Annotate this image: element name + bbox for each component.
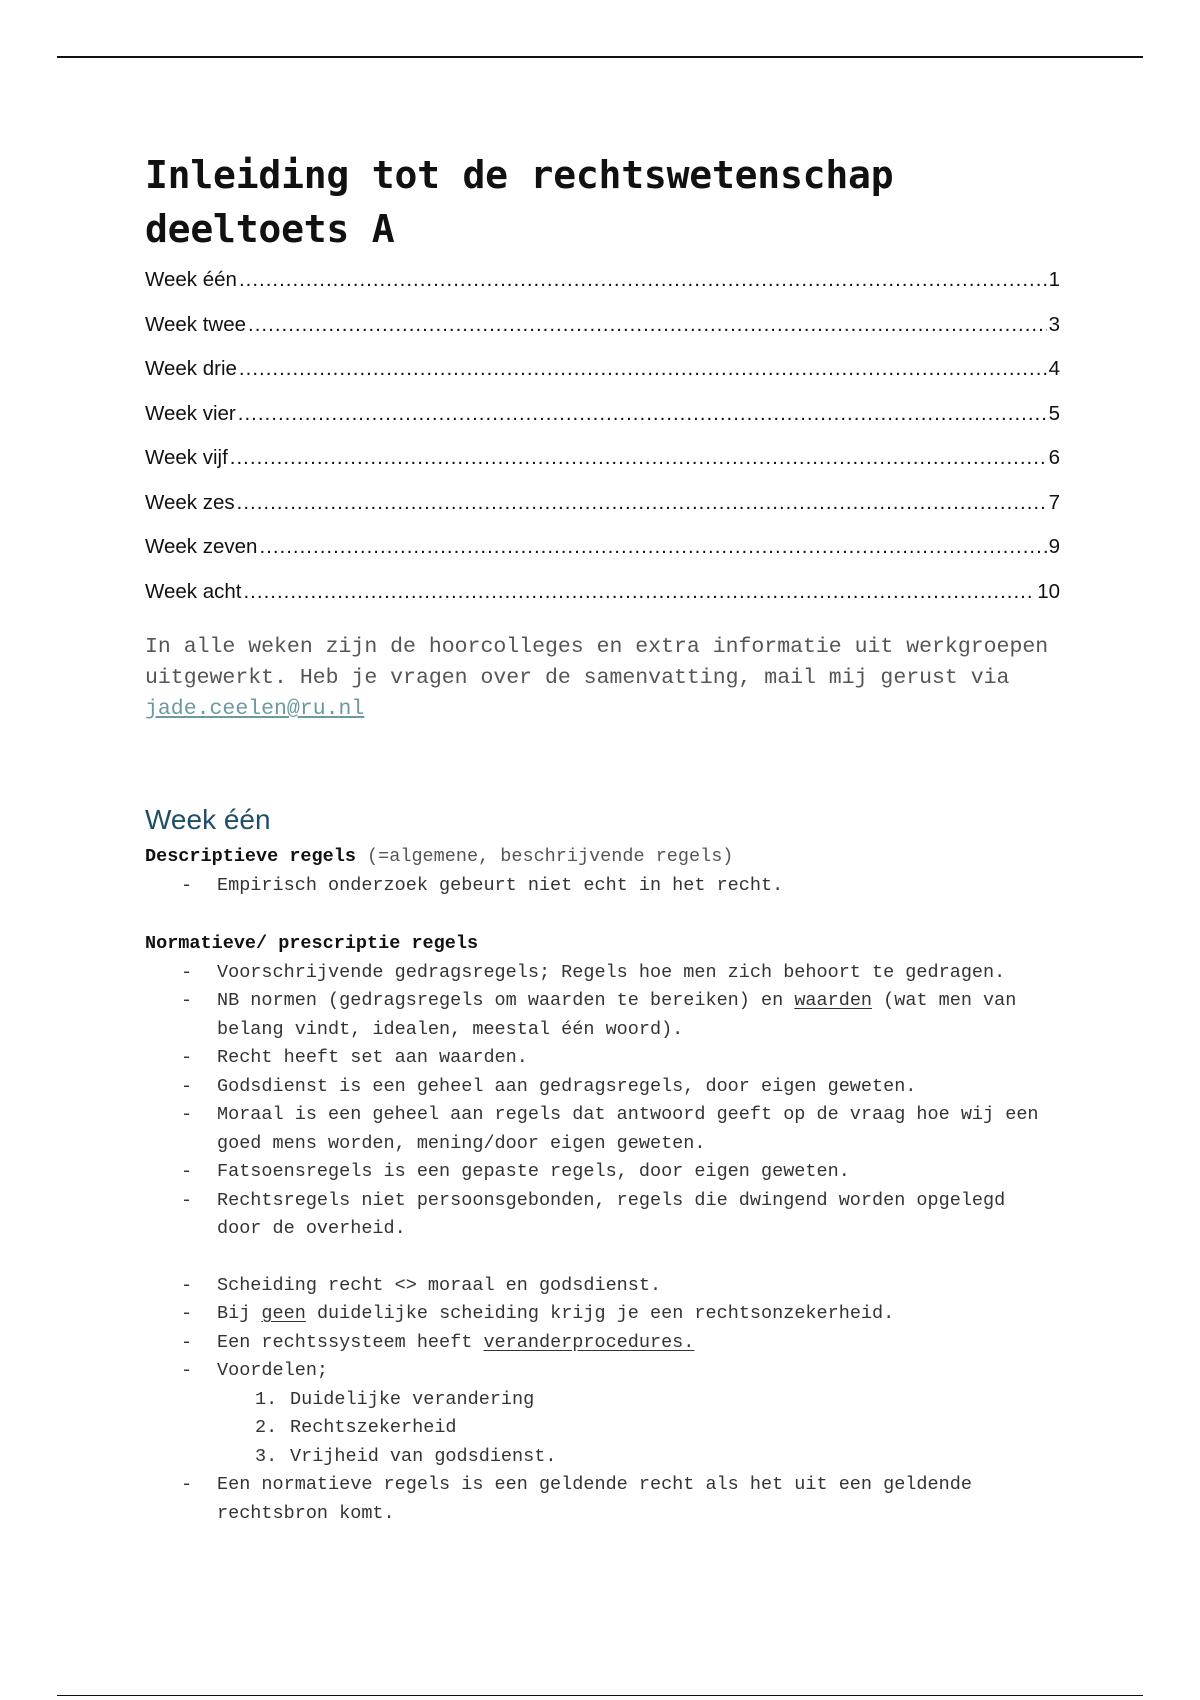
toc-page: 4 xyxy=(1048,357,1060,380)
item-text: Een rechtssysteem heeft xyxy=(217,1331,473,1353)
underlined-term: waarden xyxy=(794,990,873,1011)
toc-entry[interactable] xyxy=(145,535,1060,580)
toc-page: 10 xyxy=(1037,579,1060,603)
toc-page: 6 xyxy=(1048,446,1060,469)
underlined-term: veranderprocedures. xyxy=(483,1331,695,1353)
section-heading: Week één xyxy=(145,804,271,835)
toc-leader xyxy=(238,402,1047,426)
item-text: Bij xyxy=(217,1303,251,1324)
bottom-rule xyxy=(57,1695,1143,1696)
toc-label: Week vijf xyxy=(145,446,228,469)
list-item: - Scheiding recht <> moraal en godsdienst. xyxy=(145,1272,1060,1301)
advantages-list xyxy=(145,1386,1060,1472)
document-body xyxy=(145,148,1060,1528)
intro-paragraph xyxy=(145,632,1060,725)
list-item xyxy=(145,1300,1060,1329)
list-item: - Fatsoensregels is een gepaste regels, door eigen geweten. xyxy=(145,1158,1060,1187)
normative-list xyxy=(145,959,1060,1244)
list-item xyxy=(145,1329,1060,1358)
toc-page: 3 xyxy=(1048,312,1060,336)
list-item: - Godsdienst is een geheel aan gedragsregels, door eigen geweten. xyxy=(145,1073,1060,1102)
toc-leader xyxy=(237,491,1047,515)
toc-page: 9 xyxy=(1048,535,1060,558)
item-text-rest: duidelijke scheiding krijg je een rechtsonzekerheid. xyxy=(316,1303,895,1324)
toc-entry[interactable] xyxy=(145,357,1060,402)
norms-text-rest: (wat men van belang vindt, idealen, meestal één woord). xyxy=(217,990,1017,1040)
toc-page: 7 xyxy=(1048,490,1060,514)
underlined-term: geen xyxy=(261,1303,306,1324)
list-item: - Empirisch onderzoek gebeurt niet echt in het recht. xyxy=(145,872,1060,901)
toc-page: 5 xyxy=(1048,401,1060,425)
numbered-item: 3. Vrijheid van godsdienst. xyxy=(255,1445,557,1467)
toc-entry[interactable] xyxy=(145,580,1060,625)
table-of-contents xyxy=(145,268,1060,624)
list-item: - Moraal is een geheel aan regels dat antwoord geeft op de vraag hoe wij een goed mens worden, mening/door eigen geweten. xyxy=(145,1101,1060,1158)
toc-label: Week twee xyxy=(145,312,247,336)
list-item: - Voorschrijvende gedragsregels; Regels hoe men zich behoort te gedragen. xyxy=(145,959,1060,988)
numbered-item: 2. Rechtszekerheid xyxy=(255,1417,457,1438)
toc-label: Week acht xyxy=(145,579,242,603)
list-item: - Voordelen; xyxy=(145,1357,1060,1386)
list-item: - Een normatieve regels is een geldende recht als het uit een geldende rechtsbron komt. xyxy=(145,1471,1060,1528)
toc-leader xyxy=(239,268,1047,292)
closing-list xyxy=(145,1471,1060,1528)
descriptive-heading-note: (=algemene, beschrijvende regels) xyxy=(367,846,734,867)
toc-leader xyxy=(248,313,1047,337)
toc-label: Week zes xyxy=(145,490,235,514)
separation-list xyxy=(145,1272,1060,1386)
list-item xyxy=(145,987,1060,1044)
list-item: - Recht heeft set aan waarden. xyxy=(145,1044,1060,1073)
numbered-item-text: Vrijheid van godsdienst. xyxy=(290,1445,557,1467)
page-title: Inleiding tot de rechtswetenschap deeltoets A xyxy=(145,153,894,251)
toc-entry[interactable] xyxy=(145,491,1060,536)
numbered-item: 1. Duidelijke verandering xyxy=(255,1388,535,1410)
toc-page: 1 xyxy=(1048,268,1060,291)
toc-entry[interactable] xyxy=(145,268,1060,313)
toc-leader xyxy=(239,357,1047,381)
list-item: - Rechtsregels niet persoonsgebonden, regels die dwingend worden opgelegd door de overheid. xyxy=(145,1187,1060,1244)
toc-entry[interactable] xyxy=(145,446,1060,491)
toc-label: Week één xyxy=(145,268,237,291)
norms-text: NB normen (gedragsregels om waarden te bereiken) en xyxy=(217,990,784,1011)
toc-leader xyxy=(243,580,1035,604)
toc-label: Week vier xyxy=(145,401,236,425)
intro-text: In alle weken zijn de hoorcolleges en extra informatie uit werkgroepen uitgewerkt. Heb je vragen over de samenvatting, mail mij gerust via xyxy=(145,635,1049,690)
numbered-item-text: Rechtszekerheid xyxy=(290,1417,457,1438)
top-rule xyxy=(57,56,1143,58)
toc-label: Week zeven xyxy=(145,535,258,558)
week-one-content xyxy=(145,843,1060,1528)
toc-leader xyxy=(230,446,1047,470)
descriptive-heading-text: Descriptieve regels xyxy=(145,846,356,867)
descriptive-heading xyxy=(145,843,1060,872)
toc-entry[interactable] xyxy=(145,402,1060,447)
numbered-item-text: Duidelijke verandering xyxy=(290,1388,535,1410)
normative-heading: Normatieve/ prescriptie regels xyxy=(145,933,479,954)
email-link[interactable]: jade.ceelen@ru.nl xyxy=(145,697,365,721)
toc-entry[interactable] xyxy=(145,313,1060,358)
toc-leader xyxy=(259,535,1046,559)
toc-label: Week drie xyxy=(145,357,237,380)
descriptive-list xyxy=(145,872,1060,901)
